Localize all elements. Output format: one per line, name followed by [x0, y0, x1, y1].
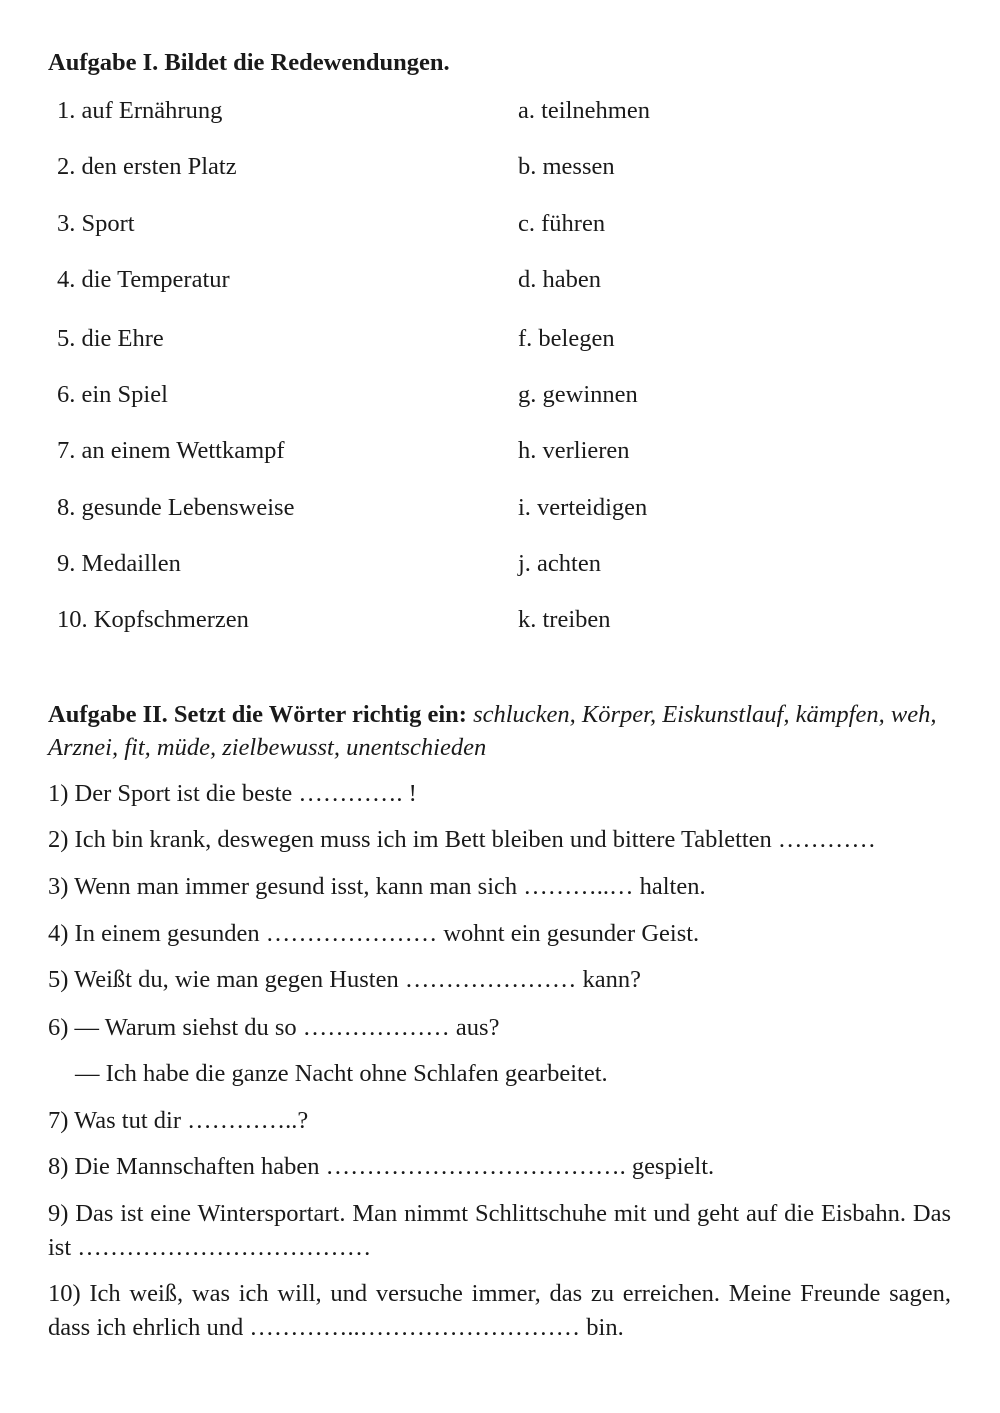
phrase-left: 9. Medaillen	[57, 550, 181, 577]
sentence-3: 3) Wenn man immer gesund isst, kann man sich ………..… halten.	[48, 873, 706, 900]
phrase-right: g. gewinnen	[518, 381, 638, 408]
phrase-right: h. verlieren	[518, 437, 630, 464]
match-row	[0, 266, 1000, 296]
phrase-right: i. verteidigen	[518, 494, 648, 521]
sentence-2: 2) Ich bin krank, deswegen muss ich im Bett bleiben und bittere Tabletten …………	[48, 826, 876, 853]
match-row	[0, 153, 1000, 183]
task2-heading	[48, 698, 951, 764]
match-row	[0, 550, 1000, 580]
sentence-6: 6) — Warum siehst du so ……………… aus?	[48, 1014, 500, 1041]
sentence-4: 4) In einem gesunden ………………… wohnt ein gesunder Geist.	[48, 920, 700, 947]
phrase-right: c. führen	[518, 210, 606, 237]
word-bank: schlucken, Körper, Eiskunstlauf, kämpfen, weh, Arznei, fit, müde, zielbewusst, unentschieden	[48, 701, 937, 761]
phrase-right: j. achten	[518, 550, 601, 577]
task1-heading: Aufgabe I. Bildet die Redewendungen.	[48, 49, 450, 76]
phrase-left: 10. Kopfschmerzen	[57, 606, 249, 633]
phrase-right: a. teilnehmen	[518, 97, 650, 124]
phrase-right: d. haben	[518, 266, 601, 293]
sentence-10: 10) Ich weiß, was ich will, und versuche immer, das zu erreichen. Meine Freunde sagen, dass ich ehrlich und …………..……………………… bin.	[48, 1280, 951, 1341]
sentence-9: 9) Das ist eine Wintersportart. Man nimmt Schlittschuhe mit und geht auf die Eisbahn. Das ist ………………………………	[48, 1200, 951, 1261]
phrase-left: 2. den ersten Platz	[57, 153, 237, 180]
phrase-left: 7. an einem Wettkampf	[57, 437, 285, 464]
match-row	[0, 210, 1000, 240]
sentence-6-reply: — Ich habe die ganze Nacht ohne Schlafen gearbeitet.	[75, 1060, 608, 1087]
phrase-left: 3. Sport	[57, 210, 135, 237]
match-row	[0, 437, 1000, 467]
sentence-8: 8) Die Mannschaften haben ………………………………. gespielt.	[48, 1153, 715, 1180]
phrase-left: 8. gesunde Lebensweise	[57, 494, 295, 521]
phrase-left: 4. die Temperatur	[57, 266, 230, 293]
sentence-5: 5) Weißt du, wie man gegen Husten ………………… kann?	[48, 966, 641, 993]
phrase-right: k. treiben	[518, 606, 611, 633]
phrase-left: 1. auf Ernährung	[57, 97, 223, 124]
match-row	[0, 606, 1000, 636]
phrase-left: 5. die Ehre	[57, 325, 164, 352]
sentence-1: 1) Der Sport ist die beste …………. !	[48, 780, 417, 807]
match-row	[0, 325, 1000, 355]
phrase-right: f. belegen	[518, 325, 615, 352]
task2-title: Aufgabe II. Setzt die Wörter richtig ein:	[48, 701, 467, 728]
match-row	[0, 97, 1000, 127]
match-row	[0, 381, 1000, 411]
phrase-right: b. messen	[518, 153, 615, 180]
match-row	[0, 494, 1000, 524]
sentence-7: 7) Was tut dir …………..?	[48, 1107, 309, 1134]
phrase-left: 6. ein Spiel	[57, 381, 168, 408]
